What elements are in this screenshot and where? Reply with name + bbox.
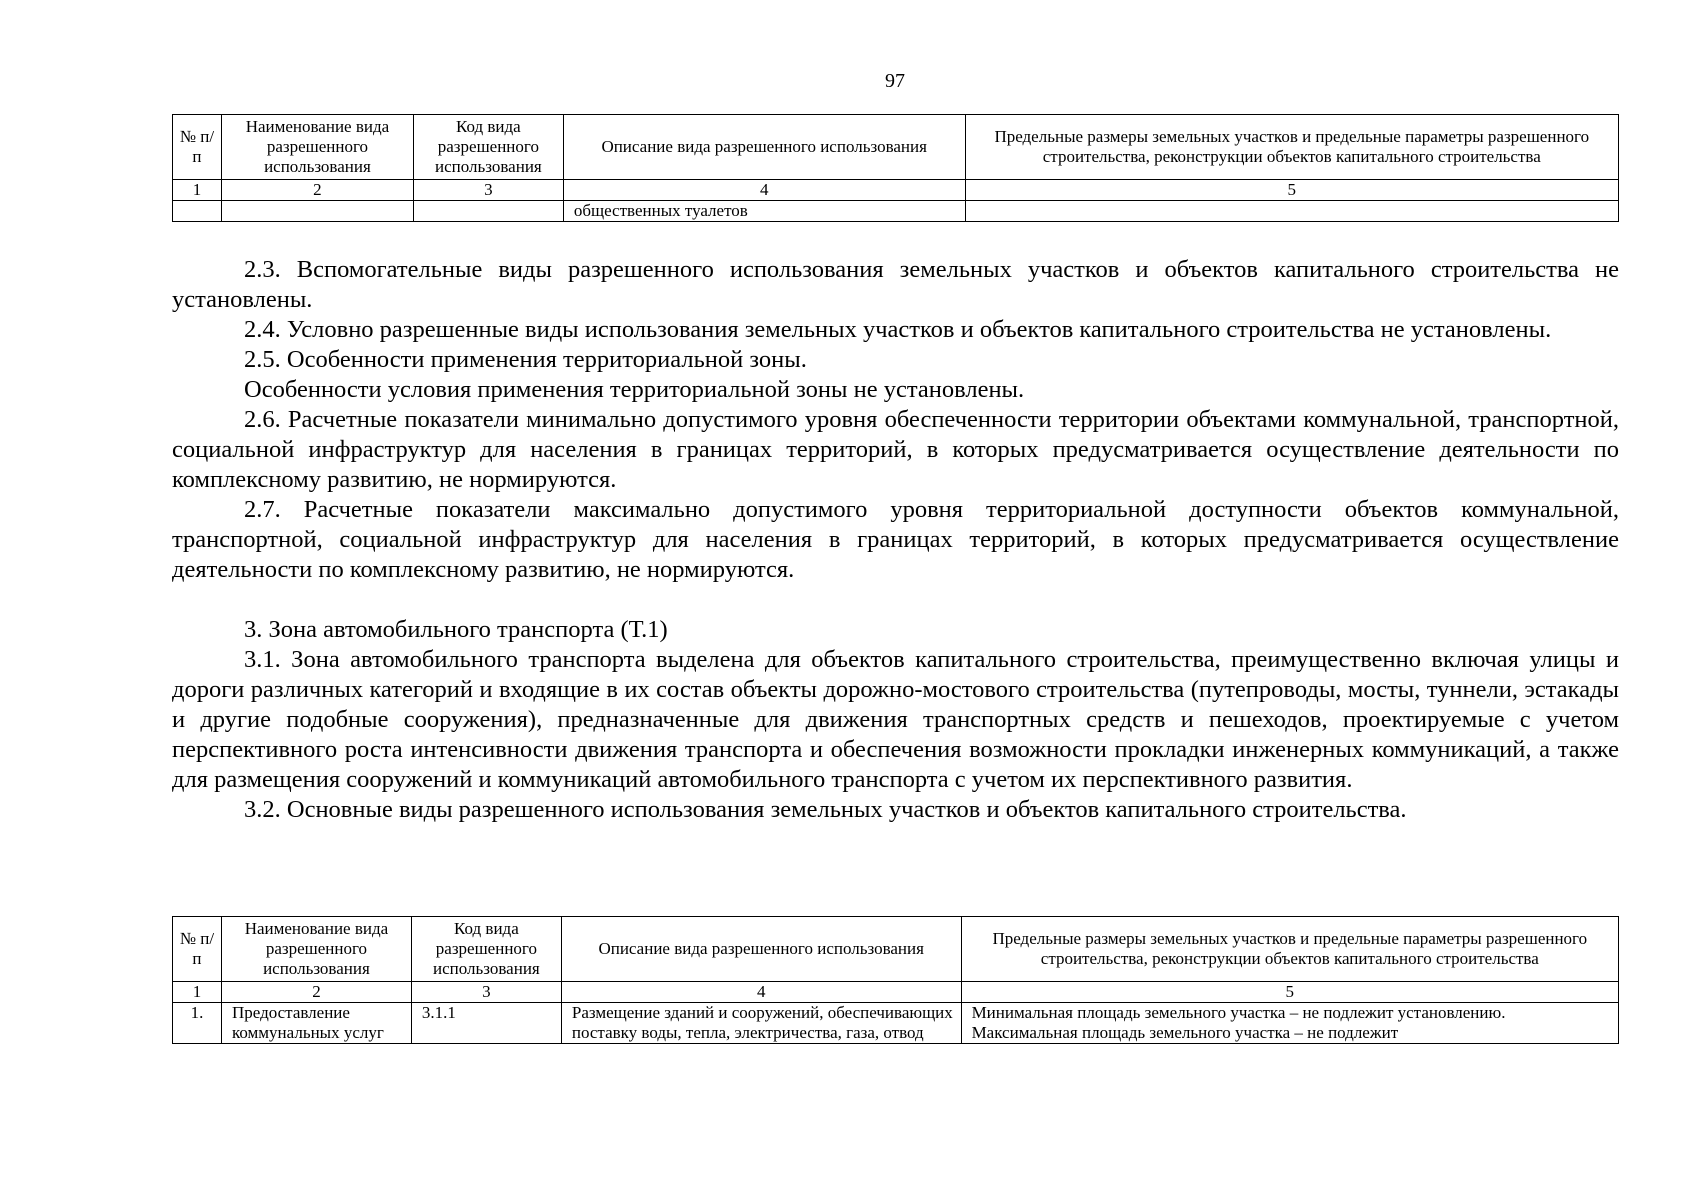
cell-use-name: Предоставление коммунальных услуг (221, 1003, 411, 1044)
table-row (173, 201, 1619, 222)
body-text (172, 255, 1619, 825)
land-use-table-zone-t1 (172, 916, 1619, 1044)
header-limit-parameters: Предельные размеры земельных участков и предельные параметры разрешенного строительства, реконструкции объектов капитального строительства (965, 115, 1618, 180)
paragraph-3-2: 3.2. Основные виды разрешенного использования земельных участков и объектов капитального строительства. (244, 796, 1407, 823)
cell-number (173, 201, 222, 222)
cell-use-code: 3.1.1 (411, 1003, 561, 1044)
cell-limit-parameters (961, 1003, 1618, 1044)
column-number: 5 (961, 982, 1618, 1003)
header-use-code: Код вида разрешенного использования (413, 115, 563, 180)
paragraph-2-7: 2.7. Расчетные показатели максимально допустимого уровня территориальной доступности объектов коммунальной, транспортной, социальной инфраструктур для населения в границах территорий, в которых предусматривается осуществление деятельности по комплексному развитию, не нормируются. (172, 496, 1619, 583)
column-number-row (173, 180, 1619, 201)
cell-use-description: Размещение зданий и сооружений, обеспечивающих поставку воды, тепла, электричества, газа, отвод (561, 1003, 961, 1044)
paragraph-2-5: 2.5. Особенности применения территориальной зоны. (244, 346, 807, 373)
paragraph-2-6: 2.6. Расчетные показатели минимально допустимого уровня обеспеченности территории объектами коммунальной, транспортной, социальной инфраструктур для населения в границах территорий, в которых предусматривается осуществление деятельности по комплексному развитию, не нормируются. (172, 406, 1619, 493)
header-use-description: Описание вида разрешенного использования (563, 115, 965, 180)
column-number: 2 (221, 982, 411, 1003)
column-number-row (173, 982, 1619, 1003)
column-number: 2 (221, 180, 413, 201)
column-number: 4 (561, 982, 961, 1003)
paragraph-2-4: 2.4. Условно разрешенные виды использования земельных участков и объектов капитального строительства не установлены. (244, 316, 1552, 343)
table-header-row (173, 917, 1619, 982)
header-use-code: Код вида разрешенного использования (411, 917, 561, 982)
header-number: № п/п (173, 115, 222, 180)
limit-max-area: Максимальная площадь земельного участка – не подлежит (971, 1023, 1399, 1043)
land-use-table-continued (172, 114, 1619, 222)
header-number: № п/п (173, 917, 222, 982)
table-row (173, 1003, 1619, 1044)
table-header-row (173, 115, 1619, 180)
section-heading-3: 3. Зона автомобильного транспорта (Т.1) (244, 616, 668, 643)
header-use-name: Наименование вида разрешенного использования (221, 917, 411, 982)
column-number: 5 (965, 180, 1618, 201)
column-number: 4 (563, 180, 965, 201)
page-number: 97 (885, 70, 905, 92)
cell-use-name (221, 201, 413, 222)
paragraph-2-5-text: Особенности условия применения территориальной зоны не установлены. (244, 376, 1025, 403)
paragraph-3-1: 3.1. Зона автомобильного транспорта выделена для объектов капитального строительства, преимущественно включая улицы и дороги различных категорий и входящие в их состав объекты дорожно-мостового строительства (путепроводы, мосты, туннели, эстакады и другие подобные сооружения), предназначенные для движения транспортных средств и пешеходов, проектируемые с учетом перспективного роста интенсивности движения транспорта и обеспечения возможности прокладки инженерных коммуникаций, а также для размещения сооружений и коммуникаций автомобильного транспорта с учетом их перспективного развития. (172, 646, 1619, 793)
cell-use-code (413, 201, 563, 222)
cell-limit-parameters (965, 201, 1618, 222)
column-number: 3 (411, 982, 561, 1003)
limit-min-area: Минимальная площадь земельного участка – не подлежит установлению. (971, 1003, 1506, 1023)
column-number: 3 (413, 180, 563, 201)
column-number: 1 (173, 180, 222, 201)
header-use-description: Описание вида разрешенного использования (561, 917, 961, 982)
header-use-name: Наименование вида разрешенного использования (221, 115, 413, 180)
header-limit-parameters: Предельные размеры земельных участков и предельные параметры разрешенного строительства, реконструкции объектов капитального строительства (961, 917, 1618, 982)
column-number: 1 (173, 982, 222, 1003)
paragraph-2-3: 2.3. Вспомогательные виды разрешенного использования земельных участков и объектов капитального строительства не установлены. (172, 256, 1619, 313)
cell-use-description: общественных туалетов (563, 201, 965, 222)
cell-number: 1. (173, 1003, 222, 1044)
